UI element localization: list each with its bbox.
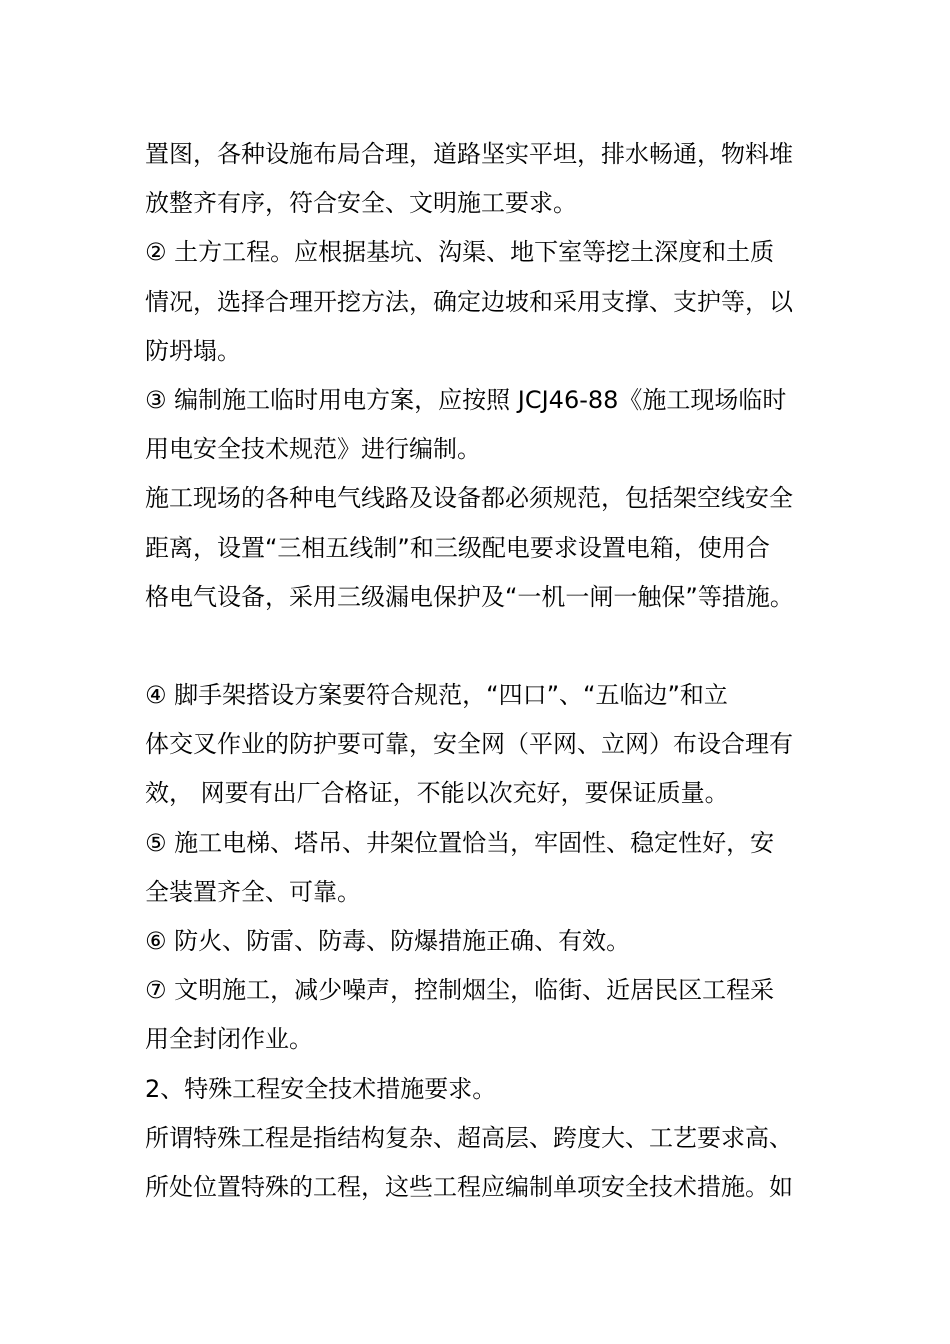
text-line: 体交叉作业的防护要可靠，安全网（平网、立网）布设合理有 [145,730,793,759]
document-body [145,130,845,1212]
text-line: 放整齐有序，符合安全、文明施工要求。 [145,189,577,218]
text-line: 效， 网要有出厂合格证，不能以次充好，要保证质量。 [145,779,729,808]
text-line: 所处位置特殊的工程，这些工程应编制单项安全技术措施。如 [145,1172,793,1201]
text-line: 情况，选择合理开挖方法，确定边坡和采用支撑、支护等，以 [145,287,793,316]
text-line: ④ 脚手架搭设方案要符合规范，“四口”、“五临边”和立 [145,681,728,710]
text-line: 用电安全技术规范》进行编制。 [145,435,481,464]
text-line: 置图，各种设施布局合理，道路坚实平坦，排水畅通，物料堆 [145,140,793,168]
paragraph-gap [145,622,845,671]
text-line: 防坍塌。 [145,336,241,365]
text-line: 距离，设置“三相五线制”和三级配电要求设置电箱，使用合 [145,533,770,562]
text-line: ② 土方工程。应根据基坑、沟渠、地下室等挖土深度和土质 [145,238,775,267]
section-heading: 2、特殊工程安全技术措施要求。 [145,1074,497,1103]
text-line: ③ 编制施工临时用电方案，应按照 JCJ46-88《施工现场临时 [145,385,787,414]
text-line: 全装置齐全、可靠。 [145,877,361,906]
text-line: ⑤ 施工电梯、塔吊、井架位置恰当，牢固性、稳定性好，安 [145,828,775,857]
text-line: ⑦ 文明施工，减少噪声，控制烟尘，临街、近居民区工程采 [145,976,775,1005]
text-line: 施工现场的各种电气线路及设备都必须规范，包括架空线安全 [145,484,793,513]
text-line: ⑥ 防火、防雷、防毒、防爆措施正确、有效。 [145,927,631,955]
text-line: 用全封闭作业。 [145,1025,313,1054]
text-line: 所谓特殊工程是指结构复杂、超高层、跨度大、工艺要求高、 [145,1123,793,1152]
text-line: 格电气设备，采用三级漏电保护及“一机一闸一触保”等措施。 [145,582,794,611]
